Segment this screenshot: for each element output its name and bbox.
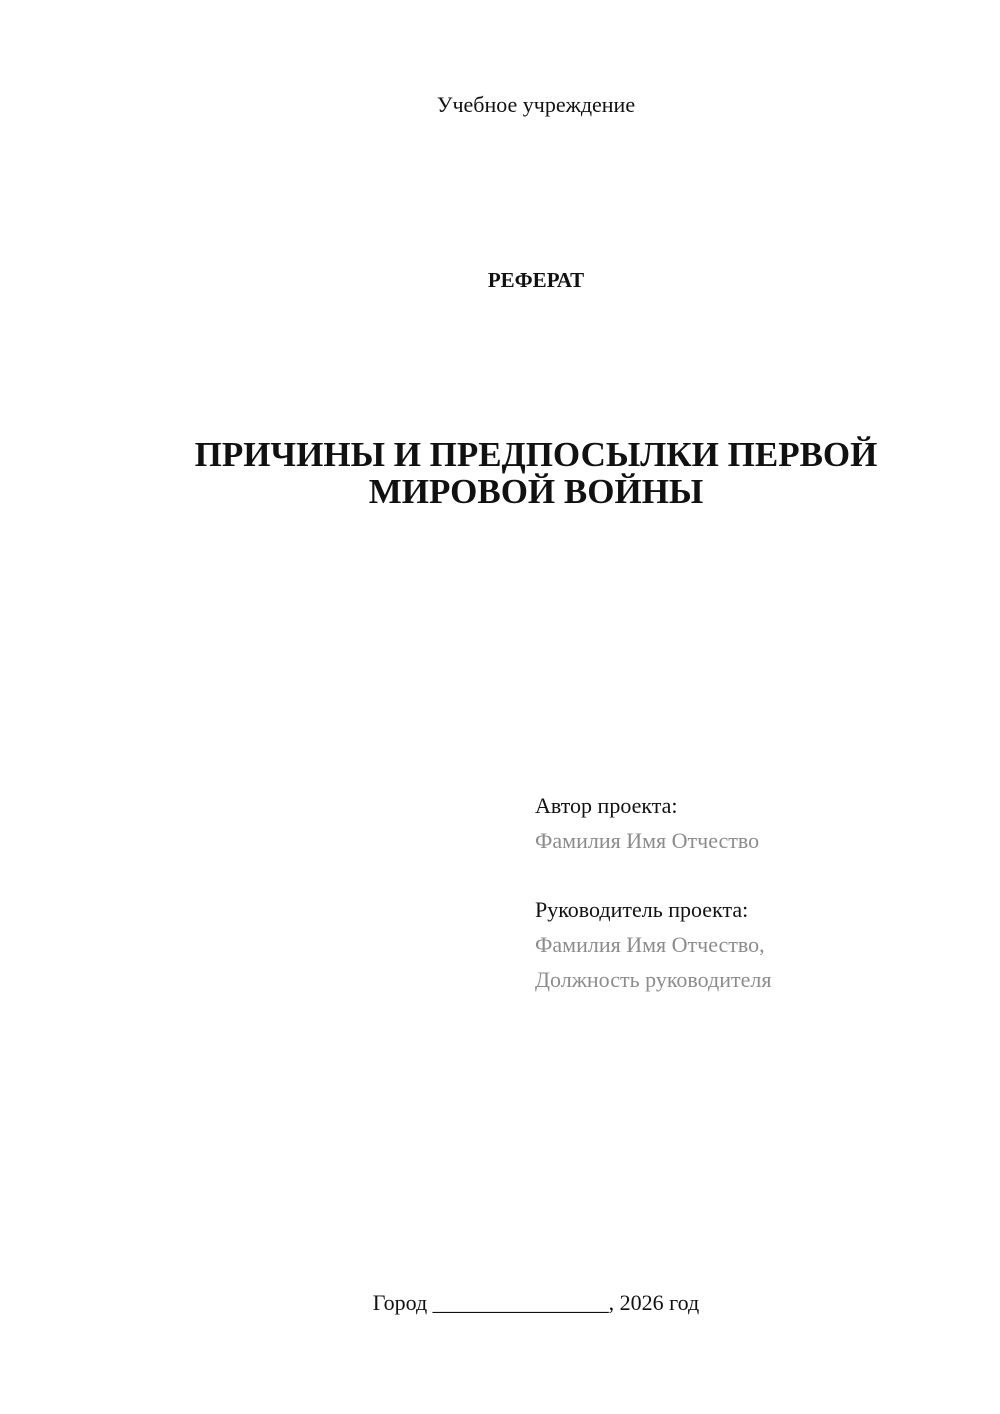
author-label: Автор проекта: — [535, 793, 678, 818]
city-year-line: Город ________________, 2026 год — [372, 1290, 700, 1315]
document-type: РЕФЕРАТ — [487, 268, 585, 292]
document-title-line-1: ПРИЧИНЫ И ПРЕДПОСЫЛКИ ПЕРВОЙ — [194, 435, 878, 474]
document-title — [120, 436, 952, 510]
document-title-line-2: МИРОВОЙ ВОЙНЫ — [368, 472, 704, 511]
supervisor-label: Руководитель проекта: — [535, 897, 749, 922]
credits-block — [535, 788, 975, 997]
supervisor-position: Должность руководителя — [535, 967, 772, 992]
credits-spacer — [535, 858, 975, 892]
author-name: Фамилия Имя Отчество — [535, 828, 760, 853]
institution-name: Учебное учреждение — [436, 92, 636, 117]
supervisor-name: Фамилия Имя Отчество, — [535, 932, 765, 957]
